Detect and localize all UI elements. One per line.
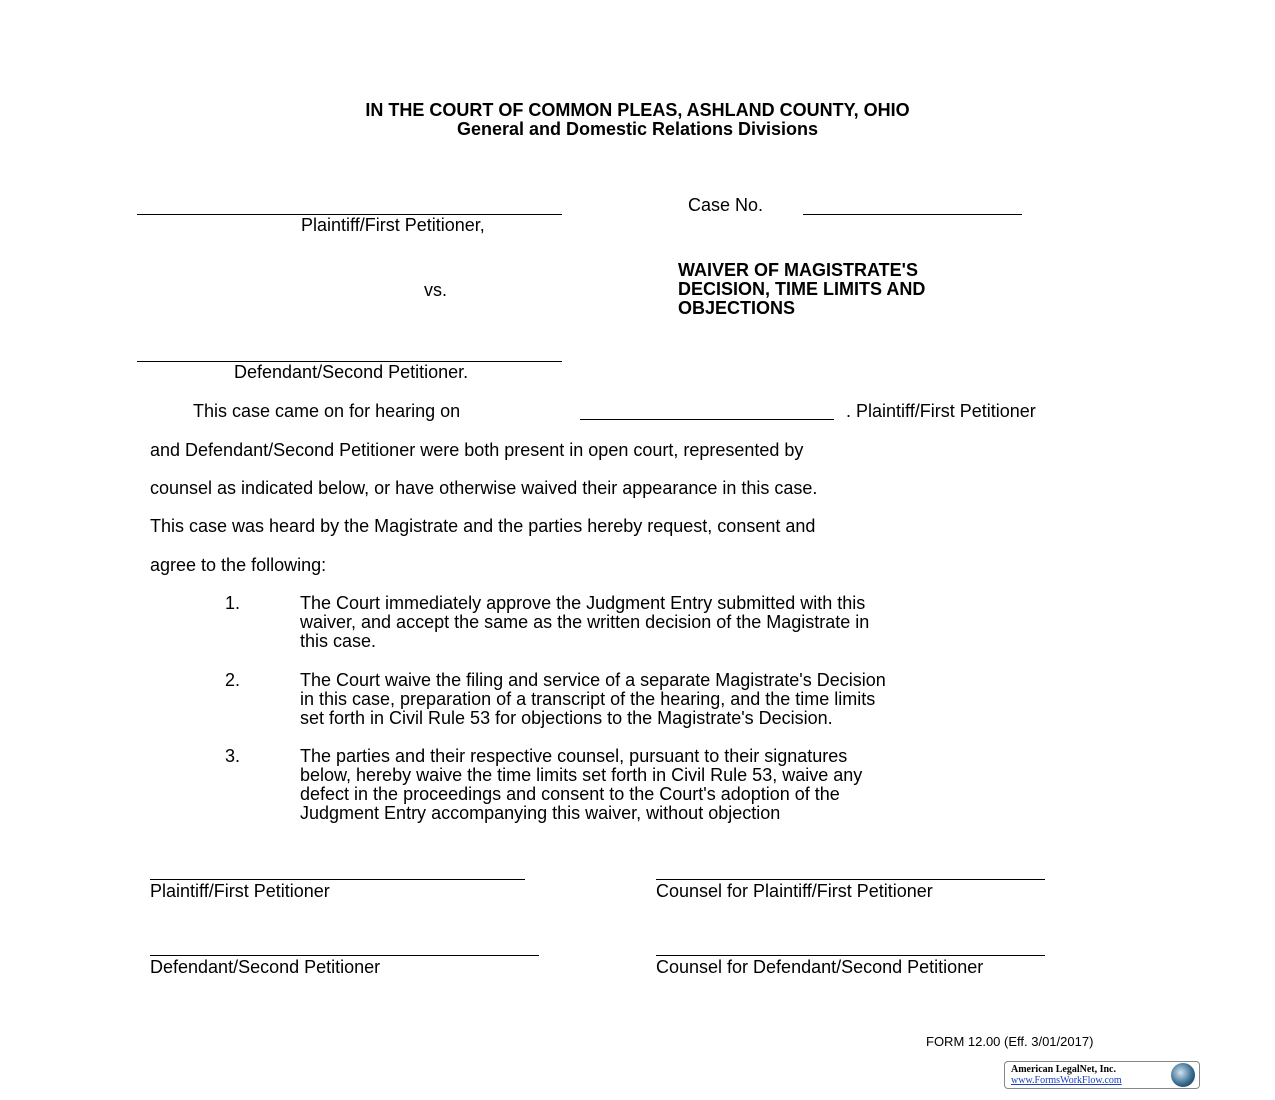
vs-label: vs. xyxy=(424,280,448,300)
item-line: The Court waive the filing and service of a separate Magistrate's Decision xyxy=(300,670,886,690)
case-no-field[interactable] xyxy=(803,214,1022,215)
form-title-2: DECISION, TIME LIMITS AND xyxy=(678,279,926,299)
defendant-signature-line[interactable] xyxy=(150,955,539,956)
item-line: in this case, preparation of a transcript of the hearing, and the time limits xyxy=(300,689,876,709)
body-line-4: This case was heard by the Magistrate and the parties hereby request, consent and xyxy=(150,516,816,536)
counsel-plaintiff-signature-line[interactable] xyxy=(656,879,1045,880)
globe-icon xyxy=(1171,1063,1195,1087)
logo-company: American LegalNet, Inc. xyxy=(1011,1064,1116,1075)
item-number: 1. xyxy=(225,593,241,613)
divisions-heading: General and Domestic Relations Divisions xyxy=(456,119,819,139)
american-legalnet-logo[interactable] xyxy=(1004,1061,1200,1089)
plaintiff-signature-line[interactable] xyxy=(150,879,525,880)
item-number: 3. xyxy=(225,746,241,766)
item-line: Judgment Entry accompanying this waiver, without objection xyxy=(300,803,781,823)
case-no-label: Case No. xyxy=(688,195,764,215)
body-line-2: and Defendant/Second Petitioner were both present in open court, represented by xyxy=(150,440,804,460)
item-line: The Court immediately approve the Judgment Entry submitted with this xyxy=(300,593,866,613)
plaintiff-label: Plaintiff/First Petitioner, xyxy=(301,215,485,235)
item-line: set forth in Civil Rule 53 for objections to the Magistrate's Decision. xyxy=(300,708,833,728)
counsel-defendant-signature-line[interactable] xyxy=(656,955,1045,956)
body-line-3: counsel as indicated below, or have otherwise waived their appearance in this case. xyxy=(150,478,818,498)
logo-link[interactable]: www.FormsWorkFlow.com xyxy=(1011,1075,1122,1086)
form-number: FORM 12.00 (Eff. 3/01/2017) xyxy=(926,1034,1094,1049)
counsel-defendant-signature-label: Counsel for Defendant/Second Petitioner xyxy=(656,957,984,977)
hearing-date-field[interactable] xyxy=(580,419,834,420)
court-heading: IN THE COURT OF COMMON PLEAS, ASHLAND COUNTY, OHIO xyxy=(365,100,910,120)
body-line-1a: This case came on for hearing on xyxy=(193,401,461,421)
body-line-1b: . Plaintiff/First Petitioner xyxy=(846,401,1036,421)
item-line: this case. xyxy=(300,631,377,651)
counsel-plaintiff-signature-label: Counsel for Plaintiff/First Petitioner xyxy=(656,881,933,901)
item-line: below, hereby waive the time limits set forth in Civil Rule 53, waive any xyxy=(300,765,863,785)
item-number: 2. xyxy=(225,670,241,690)
form-title-1: WAIVER OF MAGISTRATE'S xyxy=(678,260,918,280)
form-title-3: OBJECTIONS xyxy=(678,298,796,318)
body-line-5: agree to the following: xyxy=(150,555,327,575)
plaintiff-signature-label: Plaintiff/First Petitioner xyxy=(150,881,330,901)
defendant-signature-label: Defendant/Second Petitioner xyxy=(150,957,381,977)
item-line: waiver, and accept the same as the written decision of the Magistrate in xyxy=(300,612,870,632)
defendant-label: Defendant/Second Petitioner. xyxy=(234,362,469,382)
item-line: defect in the proceedings and consent to the Court's adoption of the xyxy=(300,784,840,804)
item-line: The parties and their respective counsel, pursuant to their signatures xyxy=(300,746,848,766)
